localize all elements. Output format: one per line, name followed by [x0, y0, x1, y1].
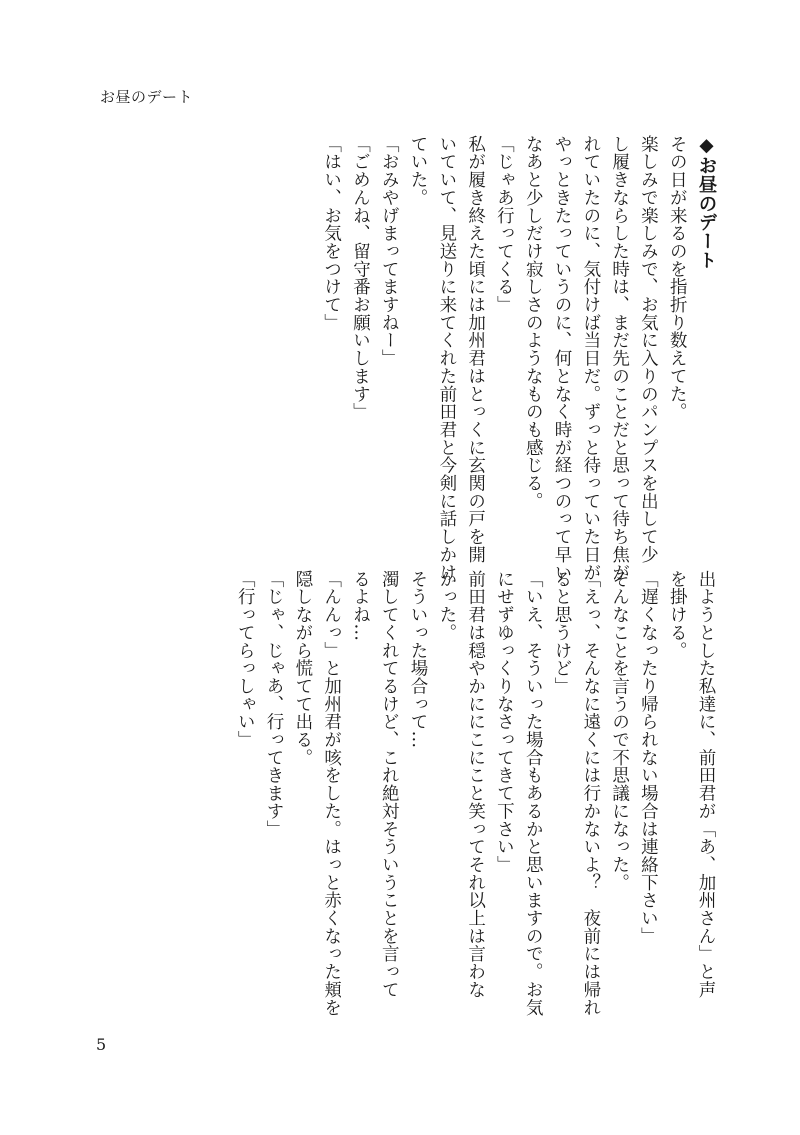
text-line: れていたのに、気付けば当日だ。ずっと待っていた日が [580, 135, 601, 582]
text-line: にせずゆっくりなさってきて下さい」 [494, 570, 515, 874]
text-line: いていて、見送りに来てくれた前田君と今剣に話しかけ [436, 135, 457, 582]
text-line: 前田君は穏やかににこにこと笑ってそれ以上は言わな [465, 570, 486, 999]
text-line: し履きならした時は、まだ先のことだと思って待ち焦が [609, 135, 630, 582]
text-line: ると思うけど」 [552, 570, 573, 695]
text-line: 「えっ、そんなに遠くには行かないよ？ 夜前には帰れ [580, 570, 601, 1017]
text-line: 「じゃ、じゃあ、行ってきます」 [264, 570, 285, 838]
text-line: そんなことを言うので不思議になった。 [609, 570, 630, 892]
upper-text-column [80, 135, 720, 582]
running-header: お昼のデート [100, 88, 194, 106]
text-line: 隠しながら慌てて出る。 [292, 570, 313, 767]
text-line: るよね… [350, 570, 371, 642]
text-line: やっときたっていうのに、何となく時が経つのって早い [552, 135, 573, 582]
text-line: かった。 [436, 570, 457, 642]
text-line: 出ようとした私達に、前田君が「あ、加州さん」と声 [696, 570, 716, 999]
text-line: 「はい、お気をつけて」 [321, 135, 342, 332]
text-line: その日が来るのを指折り数えてた。 [667, 135, 688, 421]
text-line: を掛ける。 [667, 570, 688, 660]
text-line: 「おみやげまってますねー」 [379, 135, 400, 368]
text-line: 「遅くなったり帰られない場合は連絡下さい」 [638, 570, 659, 945]
text-line: 「行ってらっしゃい」 [235, 570, 256, 749]
text-line: 私が履き終えた頃には加州君はとっくに玄関の戸を開 [465, 135, 486, 564]
text-line: 濁してくれてるけど、これ絶対そういうことを言って [379, 570, 400, 999]
text-line: なあと少しだけ寂しさのようなものも感じる。 [523, 135, 544, 510]
text-line: 「いえ、そういった場合もあるかと思いますので。お気 [523, 570, 544, 1017]
text-line: 楽しみで楽しみで、お気に入りのパンプスを出して少 [638, 135, 659, 564]
text-line: 「じゃあ行ってくる」 [494, 135, 515, 314]
lower-text-column [80, 570, 720, 1017]
text-line: 「んんっ」と加州君が咳をした。はっと赤くなった頬を [321, 570, 342, 1017]
text-line: 「ごめんね、留守番お願いします」 [350, 135, 371, 421]
page-number: 5 [96, 1035, 107, 1054]
chapter-heading: ◆お昼のデート [696, 135, 717, 270]
text-line: ていた。 [408, 135, 429, 207]
text-line: そういった場合って… [408, 570, 429, 749]
